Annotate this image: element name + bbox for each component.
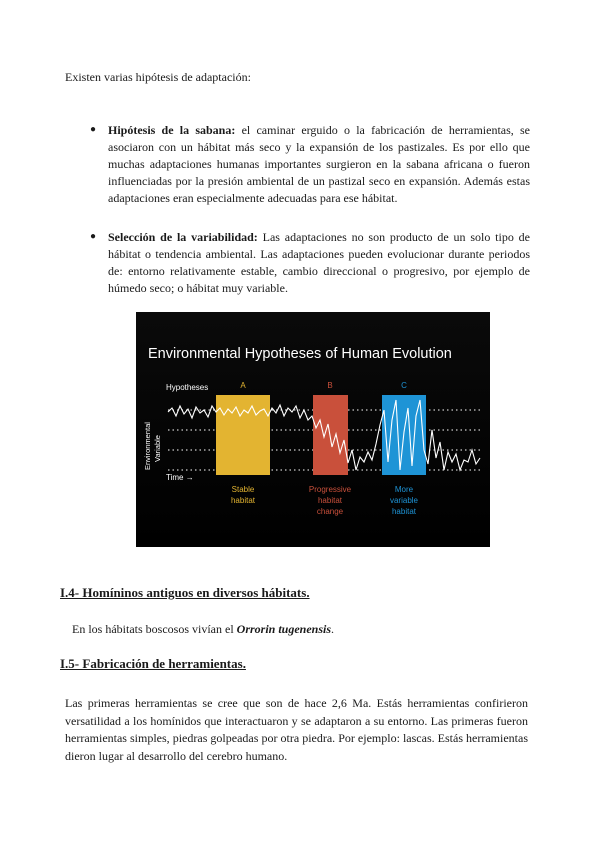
paragraph-text: . [331, 622, 335, 636]
caption-c-line2: variable [389, 496, 419, 505]
y-label-environmental: Environmental [143, 422, 152, 470]
figure-title: Environmental Hypotheses of Human Evolution [148, 346, 452, 362]
caption-c-line3: habitat [391, 507, 417, 516]
y-label-variable: Variable [153, 435, 162, 462]
bullet-term: Hipótesis de la sabana: [108, 123, 236, 137]
hypothesis-a-box [216, 395, 270, 475]
bullet-text: el caminar erguido o la fabricación de herramientas, se asociaron con un hábitat más seco y la expansión de los pastizales. Es por ello que muchas adaptaciones humanas importantes surgieron en la sabana africana o fueron influenciadas por la presión ambiental de un pastizal seco en expansión. Además estas adaptaciones eran especialmente adecuadas para ese hábitat. [108, 123, 530, 205]
intro-text: Existen varias hipótesis de adaptación: [65, 70, 251, 84]
hypothesis-a-letter: A [240, 381, 246, 390]
bullet-savanna-hypothesis [108, 122, 530, 207]
caption-a-line2: habitat [230, 496, 256, 505]
bullet-icon: ● [90, 231, 97, 242]
section-5-paragraph: Las primeras herramientas se cree que son de hace 2,6 Ma. Estás herramientas confirieron versatilidad a los homínidos que interactuaron y se adaptaron a su entorno. Las primeras fueron herramientas simples, piedras golpeadas por otra piedra. Por ejemplo: lascas. Estás herramientas dieron lugar al desarrollo del cerebro humano. [65, 696, 528, 763]
time-label: Time → [166, 473, 194, 482]
bullet-variability-selection [108, 229, 530, 297]
caption-b-line3: change [316, 507, 344, 516]
bullet-term: Selección de la variabilidad: [108, 230, 258, 244]
section-4-paragraph [72, 622, 334, 637]
hypotheses-label: Hypotheses [166, 383, 209, 392]
species-name: Orrorin tugenensis [236, 622, 332, 636]
caption-b-line2: habitat [317, 496, 343, 505]
caption-a-line1: Stable [231, 485, 255, 494]
bullet-icon: ● [90, 124, 97, 135]
hypothesis-c-letter: C [401, 381, 407, 390]
hypotheses-figure [136, 312, 490, 547]
paragraph-text: En los hábitats boscosos vivían el [72, 622, 237, 636]
caption-b-line1: Progressive [308, 485, 352, 494]
section-heading-5: I.5- Fabricación de herramientas. [60, 656, 246, 671]
caption-c-line1: More [394, 485, 414, 494]
section-heading-4: I.4- Homíninos antiguos en diversos hábitats. [60, 585, 310, 600]
bullet-text: Las adaptaciones no son producto de un solo tipo de hábitat o tendencia ambiental. Las adaptaciones pueden evolucionar durante periodos de: entorno relativamente estable, cambio direccional o progresivo, por ejemplo de húmedo seco; o hábitat muy variable. [108, 230, 530, 295]
hypothesis-b-box [313, 395, 348, 475]
hypothesis-b-letter: B [327, 381, 333, 390]
hypotheses-diagram [136, 312, 490, 547]
